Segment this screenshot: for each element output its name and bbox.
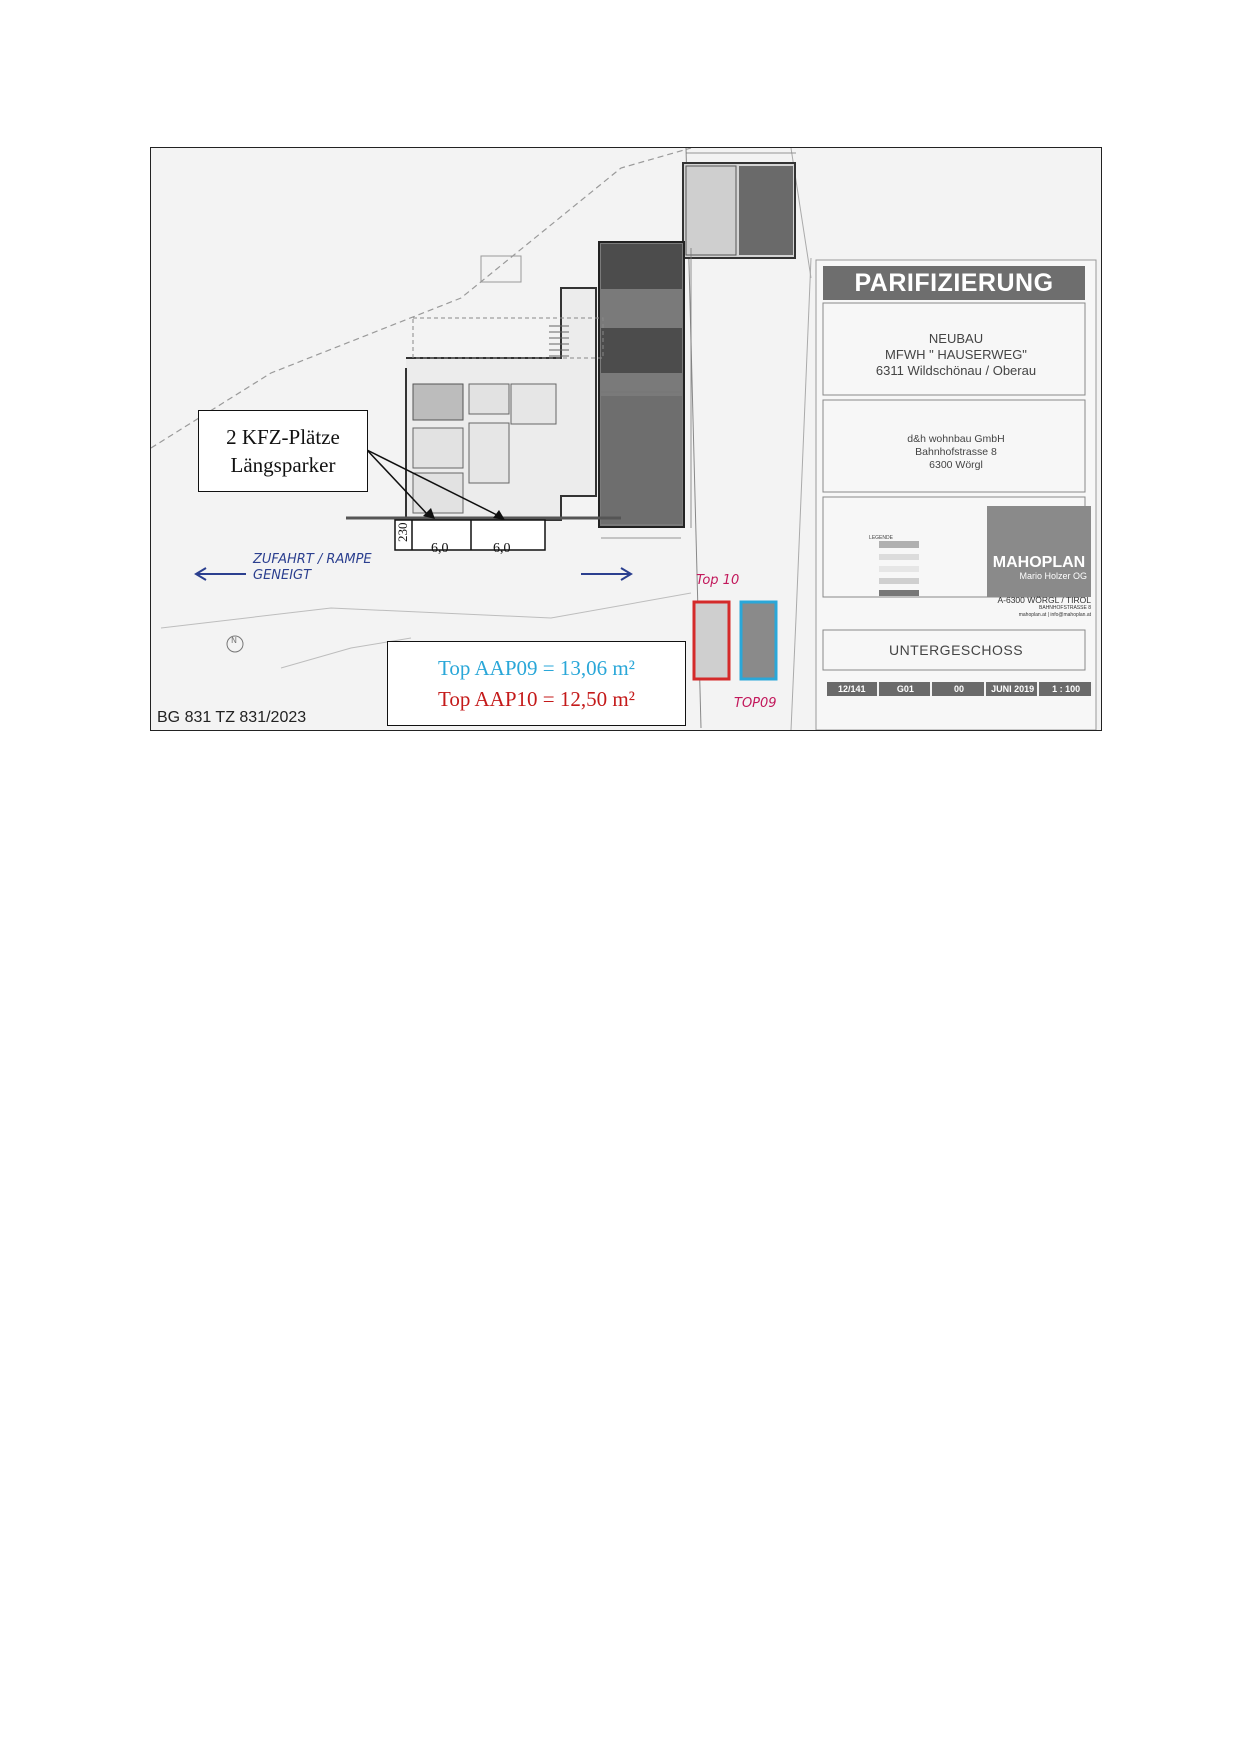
parking-width-label: 230 (395, 522, 410, 542)
north-label: N (231, 636, 237, 645)
area-summary (387, 641, 686, 726)
parking-space-a-label: 6,0 (431, 541, 449, 556)
stamp-revision: 00 (934, 682, 986, 696)
legend-title: LEGENDE (869, 535, 893, 541)
project-line-1: NEUBAU (928, 331, 984, 346)
office-subtitle: Mario Holzer OG (1019, 571, 1087, 581)
stamp-date: JUNI 2019 (988, 682, 1040, 696)
office-name: MAHOPLAN (992, 554, 1086, 571)
stamp-scale: 1 : 100 (1041, 682, 1093, 696)
client-line-2: Bahnhofstrasse 8 (915, 446, 997, 458)
parking-space-b-label: 6,0 (493, 541, 511, 556)
office-address-2: BAHNHOFSTRASSE 8 (1039, 605, 1091, 611)
client-line-3: 6300 Wörgl (929, 459, 983, 471)
ramp-handwriting (253, 552, 372, 584)
callout-line-2: Längsparker (230, 453, 336, 477)
office-logo (987, 506, 1091, 597)
callout-line-1: 2 KFZ-Plätze (226, 425, 340, 449)
ramp-line-1: ZUFAHRT / RAMPE (253, 552, 372, 567)
top10-handwriting: Top 10 (696, 573, 740, 588)
title-block-header: PARIFIZIERUNG (823, 266, 1085, 300)
office-email: mahoplan.at | info@mahoplan.at (1018, 612, 1091, 618)
stamp-plan-number: 12/141 (827, 682, 879, 696)
project-name (831, 331, 1081, 379)
area-aap10: Top AAP10 = 12,50 m² (438, 686, 635, 711)
project-line-2: MFWH " HAUSERWEG" (885, 347, 1027, 362)
ramp-line-2: GENEIGT (253, 568, 312, 583)
stamp-sheet: G01 (881, 682, 933, 696)
sheet-name: UNTERGESCHOSS (888, 642, 1024, 658)
top09-handwriting: TOP09 (734, 696, 777, 711)
client-info (831, 433, 1081, 472)
area-aap09: Top AAP09 = 13,06 m² (438, 655, 635, 680)
project-line-3: 6311 Wildschönau / Oberau (875, 363, 1037, 378)
plan-reference: BG 831 TZ 831/2023 (157, 709, 307, 726)
title-stamp-row (827, 682, 1093, 696)
parking-callout (198, 410, 368, 492)
office-address-1: A-6300 WÖRGL / TIROL (997, 595, 1091, 605)
office-address (983, 595, 1091, 619)
client-line-1: d&h wohnbau GmbH (907, 433, 1005, 445)
